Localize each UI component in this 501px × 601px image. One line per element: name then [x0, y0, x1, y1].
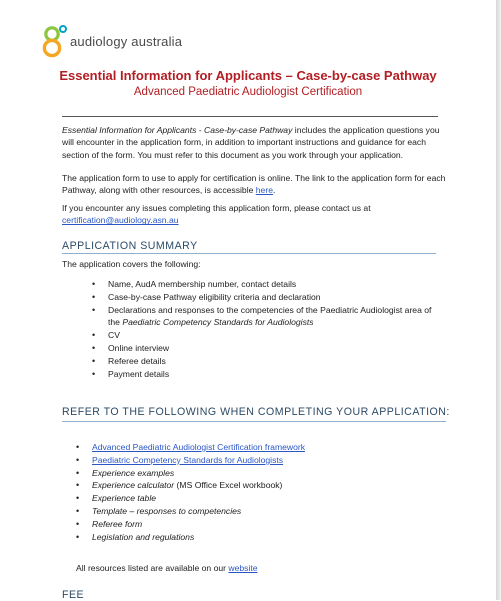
framework-link[interactable]: Advanced Paediatric Audiologist Certification framework: [92, 442, 306, 452]
intro-paragraph-1: [62, 124, 448, 161]
resources-note: All resources listed are available on our website: [76, 563, 258, 573]
list-item: • Name, AudA membership number, contact details: [92, 278, 442, 290]
title-divider: [62, 116, 438, 117]
list-item: [76, 441, 456, 453]
page-edge-shadow: [496, 0, 501, 600]
fee-heading: FEE: [62, 589, 85, 601]
summary-heading-rule: [62, 253, 436, 254]
list-item: • Experience table: [76, 492, 456, 504]
certification-email-link[interactable]: certification@audiology.asn.au: [62, 215, 179, 226]
refer-list: [76, 441, 456, 543]
list-item: • Online interview: [92, 342, 442, 354]
list-item: • Payment details: [92, 368, 442, 380]
list-item: • Case-by-case Pathway eligibility criteria and declaration: [92, 291, 442, 303]
logo-mark-icon: [40, 24, 70, 60]
list-item: • Template – responses to competencies: [76, 505, 456, 517]
summary-lead: The application covers the following:: [62, 259, 201, 269]
list-item: • Experience examples: [76, 467, 456, 479]
website-link[interactable]: website: [228, 563, 258, 573]
intro-paragraph-3: [62, 202, 448, 227]
refer-heading: REFER TO THE FOLLOWING WHEN COMPLETING YOUR APPLICATION:: [62, 406, 450, 418]
competency-standards-link[interactable]: Paediatric Competency Standards for Audiologists: [92, 454, 284, 465]
list-item: • Experience calculator (MS Office Excel workbook): [76, 479, 456, 491]
intro-p2-text: The application form to use to apply for certification is online. The link to the application form for each Pathway, along with other resources, is accessible: [62, 173, 446, 196]
list-item: • Legislation and regulations: [76, 531, 456, 543]
list-item: • Declarations and responses to the competencies of the Paediatric Audiologist area of the Paediatric Competency Standards for Audiologists: [92, 304, 442, 329]
refer-heading-rule: [62, 421, 446, 422]
list-item: [76, 454, 456, 466]
logo-text: audiology australia: [70, 34, 183, 49]
list-item: • CV: [92, 329, 442, 341]
list-item: • Referee details: [92, 355, 442, 367]
intro-doc-name: Essential Information for Applicants - Case-by-case Pathway: [62, 125, 293, 135]
here-link[interactable]: here: [255, 185, 273, 196]
intro-p2-end: .: [272, 185, 276, 196]
page-subtitle: Advanced Paediatric Audiologist Certification: [133, 86, 363, 98]
intro-p3-text: If you encounter any issues completing this application form, please contact us at: [62, 203, 371, 213]
summary-list: [92, 278, 442, 381]
intro-p1-text: includes the application questions you will encounter in the application form, in addition to important instructions and guidance for each section of the form. You must refer to this document as you work through your application.: [62, 125, 440, 160]
intro-paragraph-2: [62, 172, 448, 197]
application-summary-heading: APPLICATION SUMMARY: [62, 240, 198, 252]
page-title: Essential Information for Applicants – Case-by-case Pathway: [59, 68, 437, 83]
list-item: • Referee form: [76, 518, 456, 530]
